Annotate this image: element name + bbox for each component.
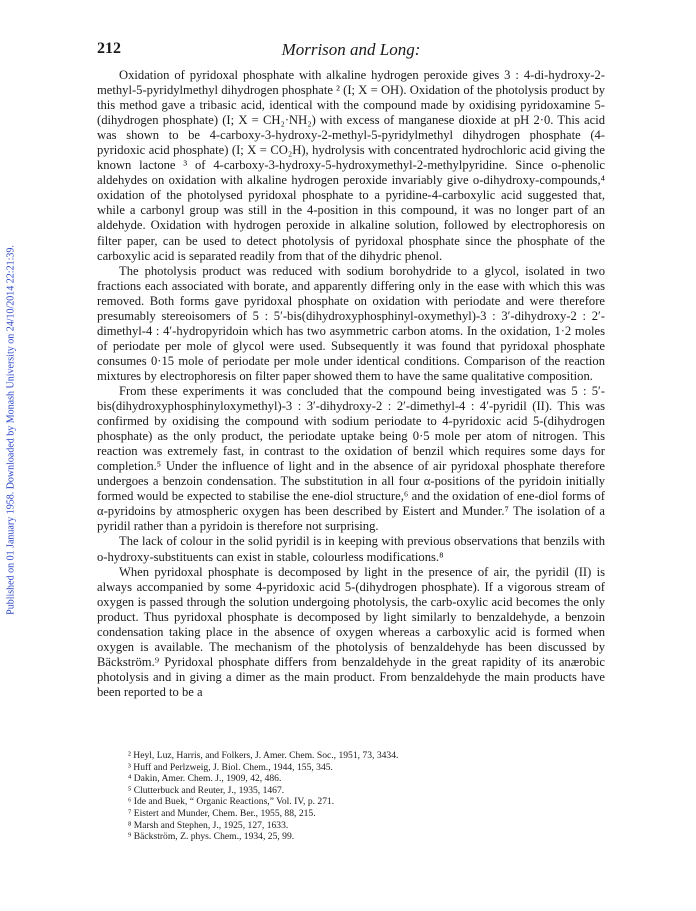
footnote: ⁴ Dakin, Amer. Chem. J., 1909, 42, 486. [128, 773, 282, 785]
footnote: ⁸ Marsh and Stephen, J., 1925, 127, 1633. [128, 819, 289, 831]
page-number: 212 [97, 40, 121, 57]
footnote: ⁵ Clutterbuck and Reuter, J., 1935, 1467. [128, 784, 285, 796]
footnote: ⁶ Ide and Buek, “ Organic Reactions,” Vol. IV, p. 271. [128, 796, 335, 808]
footnote: ² Heyl, Luz, Harris, and Folkers, J. Amer. Chem. Soc., 1951, 73, 3434. [128, 750, 399, 761]
paragraph: The lack of colour in the solid pyridil is in keeping with previous observations that benzils with o-hydroxy-substituents can exist in stable, colourless modifications.⁸ [97, 534, 605, 564]
paragraph: From these experiments it was concluded that the compound being investigated was 5 : 5′-bis(dihydroxyphosphinyloxymethyl)-3 : 3′-dihydroxy-2 : 2′-dimethyl-4 : 4′-pyridil (II). This was confirmed by oxidising the compound with sodium periodate to 4-pyridoxic acid 5-(dihydrogen phosphate) as the only product, the periodate uptake being 0·5 mole per atom of nitrogen. This reaction was extremely fast, in contrast to the oxidation of benzil which requires some days for completion.⁵ Under the influence of light and in the absence of air pyridoxal phosphate therefore undergoes a benzoin condensation. The substitution in all four α-positions of the pyridoin initially formed would be expected to stabilise the ene-diol structure,⁶ and the oxidation of ene-diol forms of α-pyridoins by atmospheric oxygen has been described by Eistert and Munder.⁷ The isolation of a pyridil rather than a pyridoin is therefore not surprising. [97, 383, 605, 534]
footnotes [128, 750, 588, 843]
footnote: ³ Huff and Perlzweig, J. Biol. Chem., 1944, 155, 345. [128, 761, 333, 773]
footnote: ⁷ Eistert and Munder, Chem. Ber., 1955, 88, 215. [128, 807, 316, 819]
article-body [97, 68, 605, 700]
footnote: ⁹ Bäckström, Z. phys. Chem., 1934, 25, 99. [128, 831, 295, 843]
paragraph: When pyridoxal phosphate is decomposed by light in the presence of air, the pyridil (II) is always accompanied by some 4-pyridoxic acid 5-(dihydrogen phosphate). If a vigorous stream of oxygen is passed through the solution undergoing photolysis, the carb-oxylic acid becomes the only product. Thus pyridoxal phosphate is decomposed by light similarly to benzaldehyde, a benzoin condensation taking place in the absence of oxygen whereas a carboxylic acid is formed when oxygen is available. The mechanism of the photolysis of benzaldehyde has been discussed by Bäckström.⁹ Pyridoxal phosphate differs from benzaldehyde in the great rapidity of its anærobic photolysis and in giving a dimer as the main product. From benzaldehyde the main products have been reported to be a [97, 564, 605, 699]
paragraph: The photolysis product was reduced with sodium borohydride to a glycol, isolated in two fractions each associated with borate, and apparently differing only in the ease with which this was removed. Both forms gave pyridoxal phosphate on oxidation with periodate and were therefore presumably stereoisomers of 5 : 5′-bis(dihydroxyphosphinyl-oxymethyl)-3 : 3′-dihydroxy-2 : 2′-dimethyl-4 : 4′-hydropyridoin which has two asymmetric carbon atoms. In the oxidation, 1·2 moles of periodate per mole of glycol were used. Subsequently it was found that pyridoxal phosphate consumes 0·15 mole of periodate per mole under identical conditions. Comparison of the reaction mixtures by electrophoresis on filter paper showed them to have the same qualitative composition. [97, 263, 605, 383]
download-watermark-text: Published on 01 January 1958. Downloaded by Monash University on 24/10/2014 22:21:39. [5, 245, 17, 615]
paragraph: Oxidation of pyridoxal phosphate with alkaline hydrogen peroxide gives 3 : 4-di-hydroxy-2-methyl-5-pyridylmethyl dihydrogen phosphate ² (I; X = OH). Oxidation of the photolysis product by this method gave a tribasic acid, identical with the compound made by oxidising pyridoxamine 5-(dihydrogen phosphate) (I; X = CH₂·NH₂) with excess of manganese dioxide at pH 2·0. This acid was shown to be 4-carboxy-3-hydroxy-2-methyl-5-pyridylmethyl dihydrogen phosphate (4-pyridoxic acid phosphate) (I; X = CO₂H), hydrolysis with concentrated hydrochloric acid giving the known lactone ³ of 4-carboxy-3-hydroxy-5-hydroxymethyl-2-methylpyridine. Since o-phenolic aldehydes on oxidation with alkaline hydrogen peroxide invariably give o-dihydroxy-compounds,⁴ oxidation of the photolysed pyridoxal phosphate to a pyridine-4-carboxylic acid suggested that, while a carbonyl group was still in the 4-position in this compound, it was no longer part of an aldehyde. Oxidation with hydrogen peroxide in alkaline solution, followed by electrophoresis on filter paper, can be used to detect photolysis of pyridoxal phosphate since the phosphate of the carboxylic acid is separated readily from that of the dihydric phenol. [97, 68, 605, 263]
download-watermark [0, 150, 22, 710]
page-header [97, 40, 605, 62]
running-title: Morrison and Long: [281, 40, 421, 59]
